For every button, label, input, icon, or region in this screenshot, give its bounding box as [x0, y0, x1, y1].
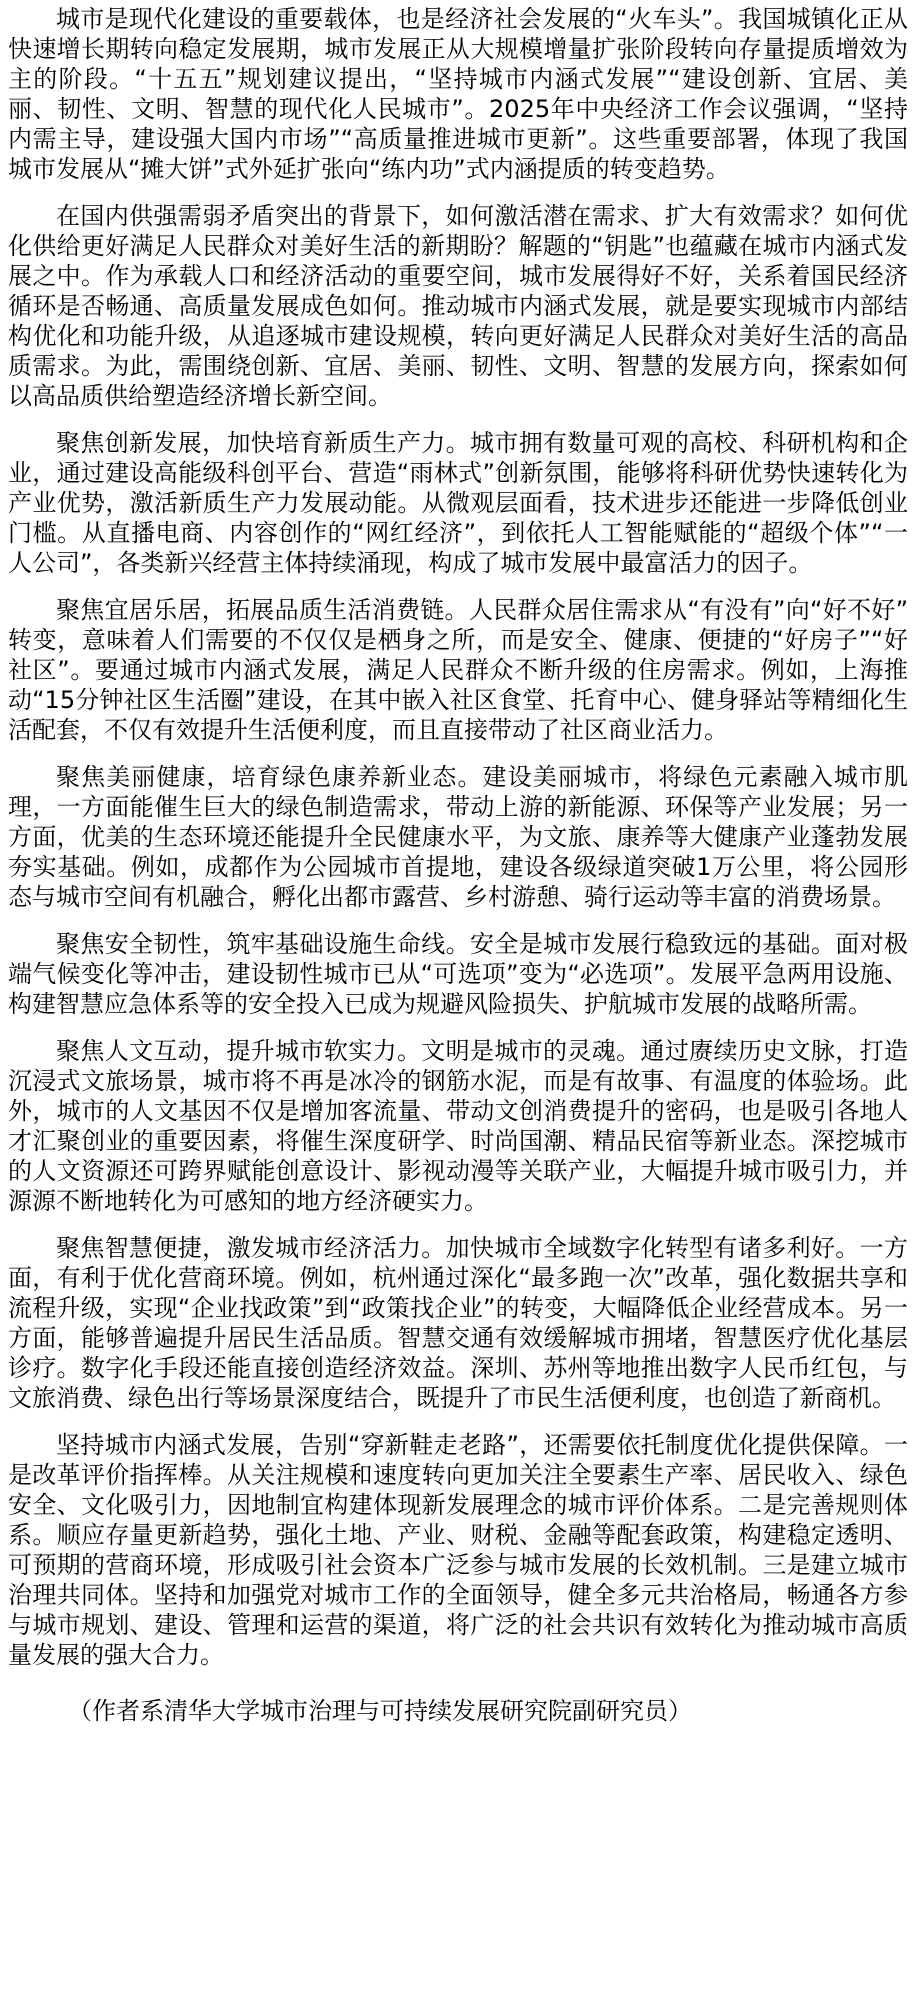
paragraph: 聚焦智慧便捷，激发城市经济活力。加快城市全域数字化转型有诸多利好。一方面，有利于优化营商环境。例如，杭州通过深化“最多跑一次”改革，强化数据共享和流程升级，实现“企业找政策”到“政策找企业”的转变，大幅降低企业经营成本。另一方面，能够普遍提升居民生活品质。智慧交通有效缓解城市拥堵，智慧医疗优化基层诊疗。数字化手段还能直接创造经济效益。深圳、苏州等地推出数字人民币红包，与文旅消费、绿色出行等场景深度结合，既提升了市民生活便利度，也创造了新商机。	[8, 1234, 908, 1412]
paragraph: 聚焦人文互动，提升城市软实力。文明是城市的灵魂。通过赓续历史文脉，打造沉浸式文旅场景，城市将不再是冰冷的钢筋水泥，而是有故事、有温度的体验场。此外，城市的人文基因不仅是增加客流量、带动文创消费提升的密码，也是吸引各地人才汇聚创业的重要因素，将催生深度研学、时尚国潮、精品民宿等新业态。深挖城市的人文资源还可跨界赋能创意设计、影视动漫等关联产业，大幅提升城市吸引力，并源源不断地转化为可感知的地方经济硬实力。	[8, 1037, 908, 1215]
article-body	[8, 4, 908, 1726]
paragraph: 坚持城市内涵式发展，告别“穿新鞋走老路”，还需要依托制度优化提供保障。一是改革评价指挥棒。从关注规模和速度转向更加关注全要素生产率、居民收入、绿色安全、文化吸引力，因地制宜构建体现新发展理念的城市评价体系。二是完善规则体系。顺应存量更新趋势，强化土地、产业、财税、金融等配套政策，构建稳定透明、可预期的营商环境，形成吸引社会资本广泛参与城市发展的长效机制。三是建立城市治理共同体。坚持和加强党对城市工作的全面领导，健全多元共治格局，畅通各方参与城市规划、建设、管理和运营的渠道，将广泛的社会共识有效转化为推动城市高质量发展的强大合力。	[8, 1431, 908, 1669]
paragraph: 聚焦美丽健康，培育绿色康养新业态。建设美丽城市，将绿色元素融入城市肌理，一方面能催生巨大的绿色制造需求，带动上游的新能源、环保等产业发展；另一方面，优美的生态环境还能提升全民健康水平，为文旅、康养等大健康产业蓬勃发展夯实基础。例如，成都作为公园城市首提地，建设各级绿道突破1万公里，将公园形态与城市空间有机融合，孵化出都市露营、乡村游憩、骑行运动等丰富的消费场景。	[8, 763, 908, 911]
paragraph: 聚焦宜居乐居，拓展品质生活消费链。人民群众居住需求从“有没有”向“好不好”转变，意味着人们需要的不仅仅是栖身之所，而是安全、健康、便捷的“好房子”“好社区”。要通过城市内涵式发展，满足人民群众不断升级的住房需求。例如，上海推动“15分钟社区生活圈”建设，在其中嵌入社区食堂、托育中心、健身驿站等精细化生活配套，不仅有效提升生活便利度，而且直接带动了社区商业活力。	[8, 596, 908, 744]
paragraph: 城市是现代化建设的重要载体，也是经济社会发展的“火车头”。我国城镇化正从快速增长期转向稳定发展期，城市发展正从大规模增量扩张阶段转向存量提质增效为主的阶段。“十五五”规划建议提出，“坚持城市内涵式发展”“建设创新、宜居、美丽、韧性、文明、智慧的现代化人民城市”。2025年中央经济工作会议强调，“坚持内需主导，建设强大国内市场”“高质量推进城市更新”。这些重要部署，体现了我国城市发展从“摊大饼”式外延扩张向“练内功”式内涵提质的转变趋势。	[8, 5, 908, 183]
paragraph: 在国内供强需弱矛盾突出的背景下，如何激活潜在需求、扩大有效需求？如何优化供给更好满足人民群众对美好生活的新期盼？解题的“钥匙”也蕴藏在城市内涵式发展之中。作为承载人口和经济活动的重要空间，城市发展得好不好，关系着国民经济循环是否畅通、高质量发展成色如何。推动城市内涵式发展，就是要实现城市内部结构优化和功能升级，从追逐城市建设规模，转向更好满足人民群众对美好生活的高品质需求。为此，需围绕创新、宜居、美丽、韧性、文明、智慧的发展方向，探索如何以高品质供给塑造经济增长新空间。	[8, 202, 908, 410]
paragraph: 聚焦创新发展，加快培育新质生产力。城市拥有数量可观的高校、科研机构和企业，通过建设高能级科创平台、营造“雨林式”创新氛围，能够将科研优势快速转化为产业优势，激活新质生产力发展动能。从微观层面看，技术进步还能进一步降低创业门槛。从直播电商、内容创作的“网红经济”，到依托人工智能赋能的“超级个体”“一人公司”，各类新兴经营主体持续涌现，构成了城市发展中最富活力的因子。	[8, 429, 908, 577]
paragraph: 聚焦安全韧性，筑牢基础设施生命线。安全是城市发展行稳致远的基础。面对极端气候变化等冲击，建设韧性城市已从“可选项”变为“必选项”。发展平急两用设施、构建智慧应急体系等的安全投入已成为规避风险损失、护航城市发展的战略所需。	[8, 930, 908, 1018]
author-attribution: （作者系清华大学城市治理与可持续发展研究院副研究员）	[68, 1697, 692, 1725]
